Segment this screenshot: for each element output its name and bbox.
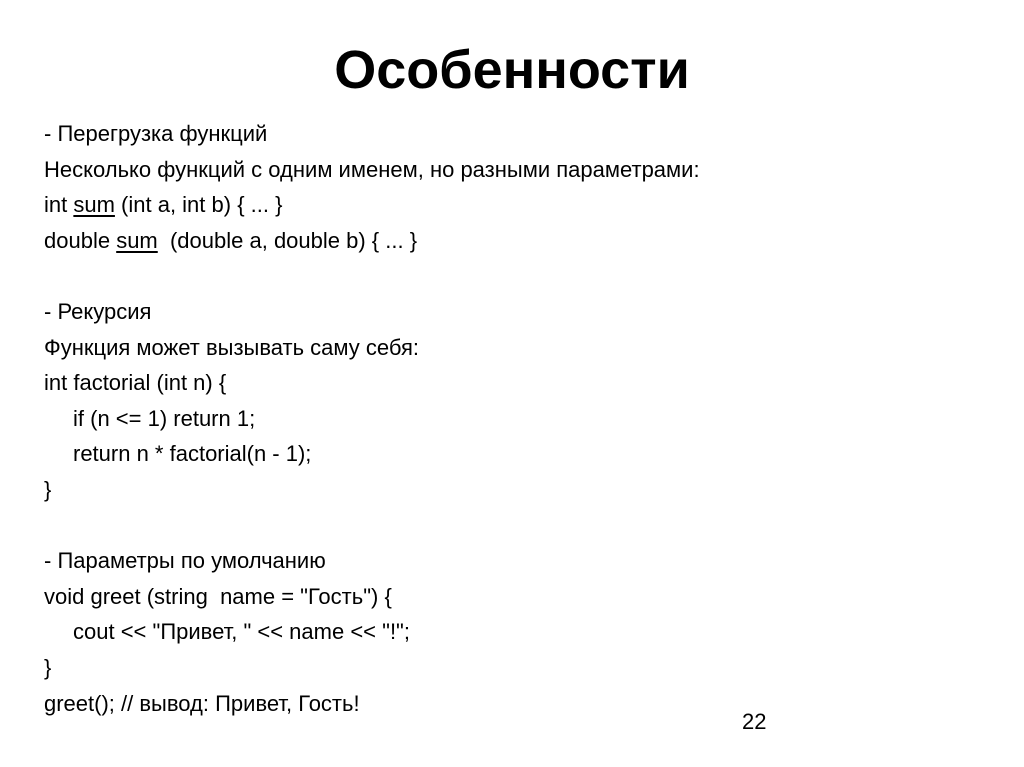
- code-line: }: [44, 654, 52, 680]
- slide-body: [44, 116, 944, 721]
- defaults-heading: - Параметры по умолчанию: [44, 548, 326, 574]
- overloading-heading: - Перегрузка функций: [44, 121, 268, 146]
- blank-line: [44, 258, 944, 294]
- code-line: int factorial (int n) {: [44, 370, 227, 396]
- slide-title: Особенности: [334, 40, 690, 100]
- function-name-sum: sum: [116, 227, 158, 253]
- blank-line: [44, 508, 944, 544]
- page-number: 22: [742, 709, 767, 734]
- overloading-example-int: int sum (int a, int b) { ... }: [44, 192, 283, 218]
- code-line: void greet (string name = "Гость") {: [44, 583, 392, 609]
- function-name-sum: sum: [73, 192, 115, 218]
- code-line: cout << "Привет, " << name << "!";: [73, 619, 410, 645]
- overloading-description: Несколько функций с одним именем, но разными параметрами:: [44, 156, 700, 182]
- code-line: greet(); // вывод: Привет, Гость!: [44, 690, 360, 716]
- code-line: return n * factorial(n - 1);: [73, 441, 312, 467]
- recursion-heading: - Рекурсия: [44, 298, 152, 324]
- code-line: }: [44, 476, 52, 502]
- recursion-description: Функция может вызывать саму себя:: [44, 334, 420, 360]
- overloading-example-double: double sum (double a, double b) { ... }: [44, 227, 418, 253]
- code-line: if (n <= 1) return 1;: [73, 405, 256, 431]
